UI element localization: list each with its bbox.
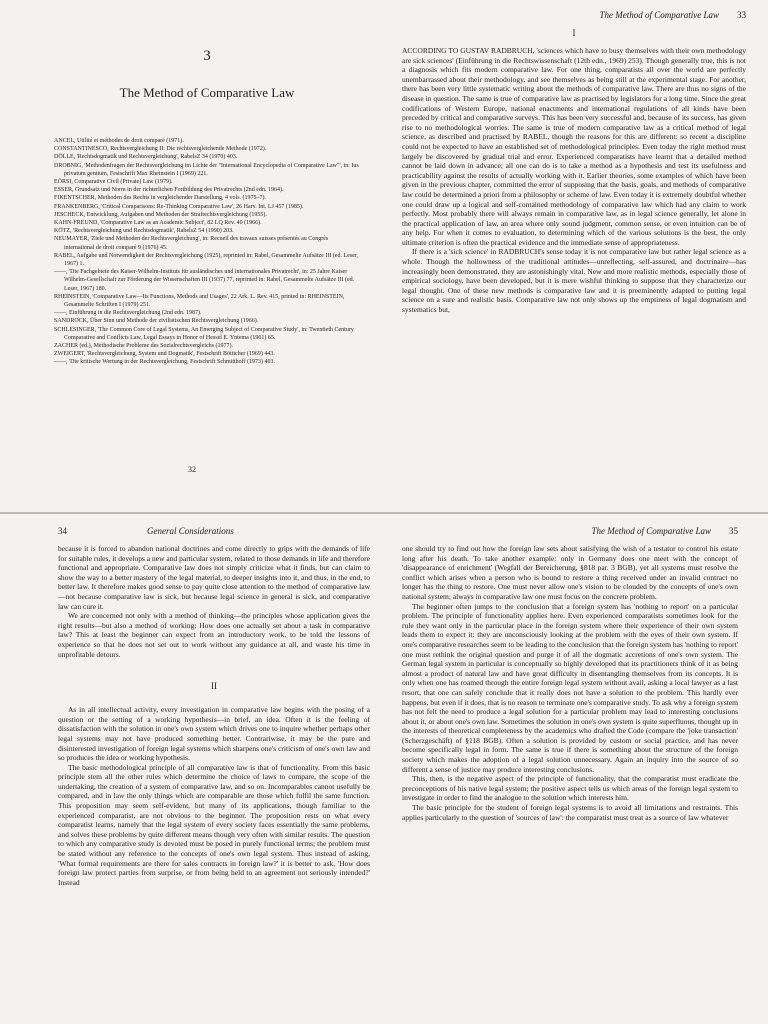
bibliography-entry: SANDROCK, Über Sinn und Methode der zivilistischen Rechtsvergleichung (1966). xyxy=(54,318,259,325)
paragraph: The beginner often jumps to the conclusion that a foreign system has 'nothing to report' on a particular problem. The principle of functionality applies here. Even experienced comparatists sometimes look for the rule they want only in the particular place in the foreign system where their experience of their own system leads them to expect it: they are unconsciously looking at the problem with the eyes of their own system. If one's comparative researches seem to be leading to the conclusion that the foreign system has 'nothing to report' one must rethink the original question and purge it of all the dogmatic accretions of one's own system. The German legal system in particular is conceptually so highly developed that its practitioners think of it as being almost a product of natural law and have great difficulty in disentangling themselves from its concepts. It is only when one has roamed through the entire foreign legal system without avail, asking a local lawyer as a last resort, that one can safely conclude that it really does not have a solution to the problem. This hardly ever happens, but even if it does, that is no reason to terminate one's comparative study. To ask why a foreign system has not felt the need to produce a legal solution for a particular problem may lead to interesting conclusions about it, or about one's own law. Sometimes the solution in one's own system is quite superfluous, thought up in the interests of theoretical completeness by the academics who drafted the Code (compare the 'joke transaction' (Scherzgeschäft) of §118 BGB). Often a solution is provided by custom or social practice, and has never become specifically legal in form. The same is true if there is something about the structure of the foreign society which makes the adoption of a legal solution unnecessary. Again an inquiry into the source of so different a sense of justice may produce interesting conclusions. xyxy=(402,601,738,774)
paragraph: The basic methodological principle of all comparative law is that of functionality. From this basic principle stem all the other rules which determine the choice of laws to compare, the scope of the undertaking, the creation of a system of comparative law, and so on. Incomparables cannot usefully be compared, and in law the only things which are comparable are those which fulfil the same function. This proposition may seem self-evident, but many of its applications, though familiar to the experienced comparatist, are not obvious to the beginner. The proposition rests on what every comparatist learns, namely that the legal system of every society faces essentially the same problems, and solves these problems by quite different means though very often with similar results. The question to which any comparative study is devoted must be posed in purely functional terms; the problem must be stated without any reference to the concepts of one's own legal system. Thus instead of asking, 'What formal requirements are there for sales contracts in foreign law?' it is better to ask, 'How does foreign law protect parties from surprise, or from being held to an agreement not seriously intended?' Instead xyxy=(58,762,370,887)
bibliography-entry: NEUMAYER, 'Ziele und Methoden der Rechtsvergleichung', in: Recueil des travaux suisses présentés au Congrès international de droit comparé 9 (1976) 45. xyxy=(54,236,329,251)
paragraph: because it is forced to abandon national doctrines and come directly to grips with the demands of life for suitable rules, it develops a new and particular system, related to those demands in life and therefore functional and appropriate. Comparative law does not simply criticize what it finds, but can claim to show the way to a better mastery of the legal material, to deeper insights into it, and thus, in the end, to better law. It therefore makes good sense to pay quite close attention to the method of comparative law—not because comparative law is sick, but because legal science in general is sick, and comparative law can cure it. xyxy=(58,544,370,611)
bibliography-entry: ESSER, Grundsatz und Norm in der richterlichen Fortbildung des Privatrechts (2nd edn. 1964). xyxy=(54,187,284,194)
paragraph: one should try to find out how the foreign law sets about satisfying the wish of a testator to control his estate long after his death. To take another example: only in Germany does one meet with the concept of 'disappearance of enrichment' (Wegfall der Bereicherung, §818 par. 3 BGB), yet all systems must resolve the conflict which arises when a person who is bound to restore a thing received under an invalid contract no longer has the thing to restore. One must never allow one's vision to be clouded by the concepts of one's own national system; always in comparative law one must focus on the concrete problem. xyxy=(402,544,738,601)
page-33 xyxy=(384,0,768,512)
bibliography-entry: ZWEIGERT, 'Rechtsvergleichung, System und Dogmatik', Festschrift Bötticher (1969) 443. xyxy=(54,351,275,358)
paragraph: We are concerned not only with a method of thinking—the principles whose application gives the right results—but also a method of working: How does one actually set about a task in comparative law? This at least the beginner can expect from an introductory work, to be told the lessons of experience so that he does not set out to work without any guidance at all, and waste his time in unprofitable detours. xyxy=(58,611,370,659)
bibliography-entry: FIKENTSCHER, Methoden des Rechts in vergleichender Darstellung, 4 vols. (1975–7). xyxy=(54,195,267,202)
paragraph: The basic principle for the student of foreign legal systems is to avoid all limitations and restraints. This applies particularly to the question of 'sources of law': the comparatist must treat as a source of law whatever xyxy=(402,803,738,822)
section-number: II xyxy=(211,681,217,692)
page-35 xyxy=(384,512,768,1024)
running-title: The Method of Comparative Law xyxy=(591,526,711,536)
chapter-title: The Method of Comparative Law xyxy=(119,85,295,100)
running-title: The Method of Comparative Law xyxy=(599,10,719,20)
paragraph: This, then, is the negative aspect of the principle of functionality, that the comparatist must eradicate the preconceptions of his native legal system; the positive aspect tells us which areas of the foreign legal system to investigate in order to find the analogue to the solution which interests him. xyxy=(402,774,738,803)
paragraph: If there is a 'sick science' in RADBRUCH's sense today it is not comparative law but rather legal science as a whole. Though the hollowness of the traditional attitudes—unreflecting, self-assured, and doctrinaire—has increasingly been demonstrated, they are astonishingly vital. New and more realistic methods, especially those of empirical sociology, have been developed, but it is mere wishful thinking to suppose that they characterize our legal thought. One of these new methods is comparative law and it is preeminently adapted to putting legal science on a sure and realistic basis. Comparative law not only shows up the emptiness of legal dogmatism and systematics but, xyxy=(402,247,746,315)
bibliography-entry: KAHN-FREUND, 'Comparative Law as an Academic Subject', 82 LQ Rev. 40 (1966). xyxy=(54,220,262,227)
folio-page-32: 32 xyxy=(188,465,196,474)
body-text xyxy=(402,46,746,315)
bibliography-entry: RHEINSTEIN, 'Comparative Law—Its Functions, Methods and Usages', 22 Ark. L. Rev. 415, printed in: RHEINSTEIN, Gesammelte Schriften I (1979) 251. xyxy=(54,293,345,309)
running-head xyxy=(402,526,738,536)
bibliography-entry: EÖRSI, Comparative Civil (Private) Law (1979). xyxy=(54,179,173,186)
page-32 xyxy=(0,0,384,512)
bibliography-entry: DROBNIG, 'Methodenfragen der Rechtsvergleichung im Lichte der "International Encyclopedia of Comparative Law"', in: Ius privatum gentium, Festschrift Max Rheinstein I (1969) 221. xyxy=(54,162,359,177)
body-text xyxy=(58,705,370,887)
chapter-number: 3 xyxy=(203,48,211,64)
running-head xyxy=(58,526,370,536)
bibliography-entry: ——, 'Die Fachgebiete des Kaiser-Wilhelm-Instituts für ausländisches und internationales Privatrecht', in: 25 Jahre Kaiser Wilhelm-Gesellschaft zur Förderung der Wissenschaften III (1937) 77, reprinted in: Rabel, Gesammelte Aufsätze III (ed. Leser, 1967) 180. xyxy=(54,269,355,292)
page-number: 34 xyxy=(58,526,67,536)
body-text xyxy=(58,544,370,659)
paragraph: ACCORDING TO GUSTAV RADBRUCH, 'sciences which have to busy themselves with their own methodology are sick sciences' (Einführung in die Rechtswissenschaft (12th edn., 1969) 253). Though generally true, this is not a diagnosis which fits modern comparative law. For one thing, comparatists all over the world are perfectly unembarrassed about their methodology, and see themselves as being still at the experimental stage. For another, there has been very little systematic writing about the methods of comparative law. There are thus no signs of the disease in question. The same is true of comparative law as practised by legislators for a long time. Since the great codifications of Western Europe, national enactments and international regulations of all kinds have been preceded by critical and comparative surveys. This has been very successful and, because of its success, has given rise to no methodological worries. The same is true of modern comparative law as a critical method of legal science, as described and practised by RABEL, though the reasons for this are different: so recent a discipline could not be expected to have an established set of methodological principles. Even today the right method must largely be discovered by gradual trial and error. Experienced comparatists have learnt that a detailed method cannot be laid down in advance; all one can do is to take a method as a hypothesis and test its usefulness and practicability against the results of actually working with it. Earlier theories, some examples of which have been given in the previous chapter, committed the error of supposing that the basis, goals, and methods of comparative law could be determined a priori from a philosophy or scheme of law. Even today it is extremely doubtful whether one could draw up a logical and self-contained methodology of comparative law which had any claim to work perfectly. Most probably there will always remain in comparative law, as in legal science generally, let alone in the practical application of law, an area where only sound judgment, common sense, or even intuition can be of any help. For when it comes to evaluation, to determining which of the various solutions is the best, the only ultimate criterion is often the practical evidence and the immediate sense of appropriateness. xyxy=(402,46,746,247)
bibliography-entry: JESCHECK, Entwicklung, Aufgaben und Methoden der Strafrechtsvergleichung (1955). xyxy=(54,211,267,218)
bibliography-entry: ——, Einführung in die Rechtsvergleichung (2nd edn. 1987). xyxy=(54,310,202,317)
section-number: I xyxy=(572,28,576,38)
bibliography-entry: ZACHER (ed.), Methodische Probleme des Sozialrechtsvergleichs (1977). xyxy=(54,343,234,350)
bibliography-list xyxy=(54,137,360,367)
running-title: General Considerations xyxy=(147,526,234,536)
bibliography-entry: CONSTANTINESCO, Rechtsvergleichung II: Die rechtsvergleichende Methode (1972). xyxy=(54,146,267,153)
bibliography-entry: SCHLESINGER, 'The Common Core of Legal Systems, An Emerging Subject of Comparative Study', in: Twentieth Century Comparative and Conflicts Law, Legal Essays in Honor of Hessel E. Yntema (1961) 65. xyxy=(54,326,354,341)
running-head xyxy=(402,10,746,20)
bibliography-entry: DÖLLE, 'Rechtsdogmatik und Rechtsvergleichung', RabelsZ 34 (1970) 403. xyxy=(54,154,238,161)
bibliography-entry: FRANKENBERG, 'Critical Comparisons: Re-Thinking Comparative Law', 26 Harv. Int. LJ 457 (1985). xyxy=(54,203,304,210)
page-34 xyxy=(0,512,384,1024)
paragraph: As in all intellectual activity, every investigation in comparative law begins with the posing of a question or the setting of a working hypothesis—in brief, an idea. Often it is the feeling of dissatisfaction with the solution in one's own system which drives one to inquire whether perhaps other legal systems may not have produced something better. Contrariwise, it may be the pure and disinterested investigation of foreign legal systems which sharpens one's criticism of one's own law and so produces the idea or working hypothesis. xyxy=(58,705,370,763)
bibliography-entry: RABEL, Aufgabe und Notwendigkeit der Rechtsvergleichung (1925), reprinted in: Rabel, Gesammelte Aufsätze III (ed. Leser, 1967) 1. xyxy=(54,252,359,268)
bibliography-entry: ——, 'Die kritische Wertung in der Rechtsvergleichung, Festschrift Schmitthoff (1973) 403. xyxy=(54,359,276,366)
page-number: 35 xyxy=(729,526,738,536)
bibliography-entry: KÖTZ, 'Rechtsvergleichung und Rechtsdogmatik', RabelsZ 54 (1990) 203. xyxy=(54,228,234,235)
bibliography-entry: ANCEL, Utilité et méthodes de droit comparé (1971). xyxy=(54,138,184,144)
body-text xyxy=(402,544,738,822)
page-number: 33 xyxy=(737,10,746,20)
